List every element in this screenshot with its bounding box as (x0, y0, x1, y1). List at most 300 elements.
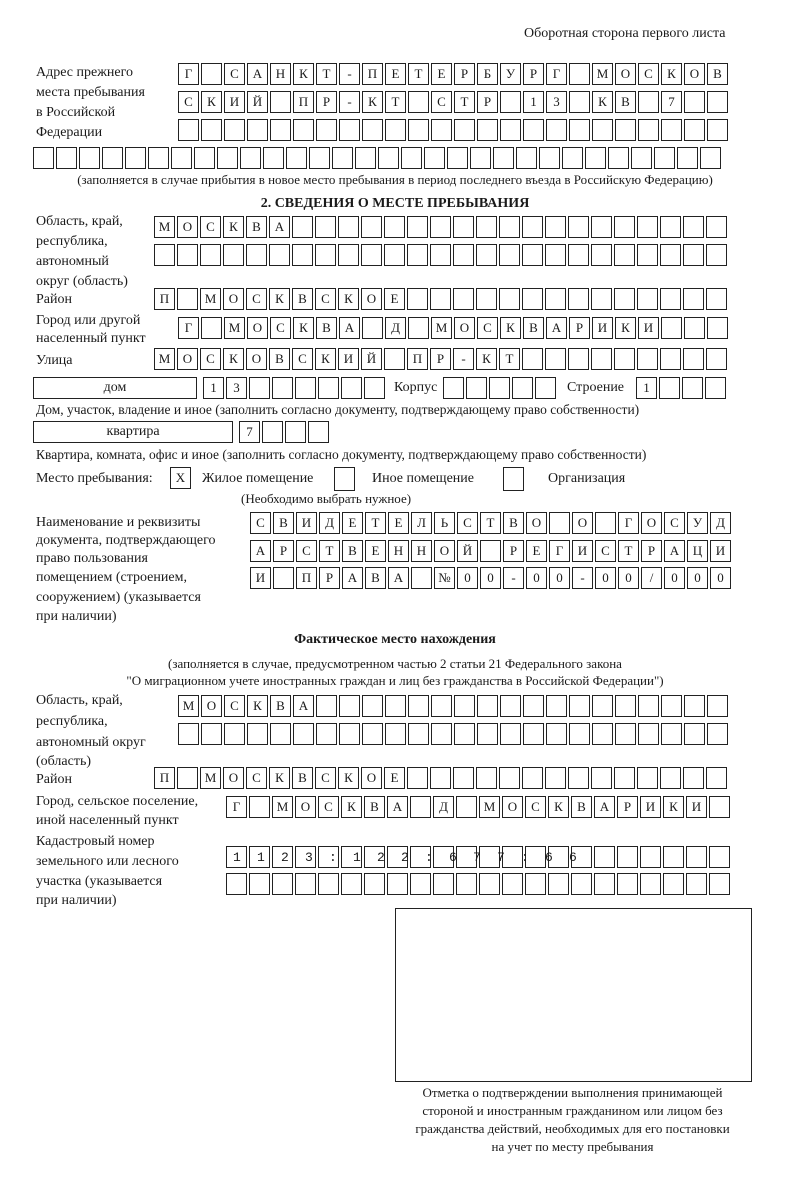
letter-box[interactable]: - (339, 63, 360, 85)
letter-box[interactable] (318, 873, 339, 895)
letter-box[interactable] (293, 723, 314, 745)
letter-box[interactable] (706, 288, 727, 310)
letter-box[interactable] (316, 119, 337, 141)
letter-box[interactable]: 1 (203, 377, 224, 399)
letter-box[interactable]: А (247, 63, 268, 85)
letter-box[interactable] (476, 244, 497, 266)
letter-box[interactable] (272, 377, 293, 399)
letter-box[interactable] (684, 723, 705, 745)
letter-box[interactable]: К (269, 767, 290, 789)
letter-box[interactable]: В (269, 348, 290, 370)
letter-box[interactable]: О (247, 317, 268, 339)
letter-box[interactable]: М (154, 348, 175, 370)
letter-box[interactable]: Е (365, 540, 386, 562)
letter-box[interactable]: П (293, 91, 314, 113)
letter-box[interactable] (568, 288, 589, 310)
letter-box[interactable]: Н (388, 540, 409, 562)
letter-box[interactable] (663, 873, 684, 895)
letter-box[interactable]: М (272, 796, 293, 818)
letter-box[interactable] (523, 695, 544, 717)
letter-box[interactable]: К (315, 348, 336, 370)
letter-box[interactable]: В (707, 63, 728, 85)
letter-box[interactable] (660, 244, 681, 266)
letter-box[interactable]: Е (342, 512, 363, 534)
letter-box[interactable] (569, 91, 590, 113)
actual-city-row[interactable] (226, 796, 732, 818)
letter-box[interactable] (355, 147, 376, 169)
letter-box[interactable] (548, 873, 569, 895)
letter-box[interactable]: Т (454, 91, 475, 113)
letter-box[interactable]: С (224, 63, 245, 85)
letter-box[interactable]: / (641, 567, 662, 589)
letter-box[interactable]: У (687, 512, 708, 534)
letter-box[interactable]: М (154, 216, 175, 238)
letter-box[interactable]: А (342, 567, 363, 589)
letter-box[interactable] (362, 695, 383, 717)
letter-box[interactable] (454, 119, 475, 141)
letter-box[interactable] (285, 421, 306, 443)
letter-box[interactable]: В (292, 288, 313, 310)
letter-box[interactable]: О (223, 288, 244, 310)
letter-box[interactable]: Д (319, 512, 340, 534)
letter-box[interactable] (339, 695, 360, 717)
apartment-number-row[interactable] (239, 421, 331, 443)
letter-box[interactable] (500, 695, 521, 717)
house-number-row[interactable] (203, 377, 387, 399)
letter-box[interactable] (684, 317, 705, 339)
letter-box[interactable]: С (638, 63, 659, 85)
letter-box[interactable] (637, 244, 658, 266)
letter-box[interactable] (407, 244, 428, 266)
letter-box[interactable] (408, 695, 429, 717)
letter-box[interactable]: С (315, 288, 336, 310)
letter-box[interactable] (502, 873, 523, 895)
letter-box[interactable] (201, 63, 222, 85)
letter-box[interactable] (546, 695, 567, 717)
letter-box[interactable]: С (246, 767, 267, 789)
letter-box[interactable] (661, 317, 682, 339)
letter-box[interactable] (224, 723, 245, 745)
letter-box[interactable] (200, 244, 221, 266)
letter-box[interactable]: И (224, 91, 245, 113)
street-row[interactable] (154, 348, 729, 370)
letter-box[interactable] (660, 288, 681, 310)
letter-box[interactable]: М (200, 288, 221, 310)
letter-box[interactable] (453, 216, 474, 238)
letter-box[interactable] (477, 723, 498, 745)
letter-box[interactable]: И (296, 512, 317, 534)
letter-box[interactable]: М (431, 317, 452, 339)
letter-box[interactable] (315, 216, 336, 238)
document-row[interactable] (250, 512, 733, 534)
letter-box[interactable]: 0 (710, 567, 731, 589)
letter-box[interactable] (453, 288, 474, 310)
letter-box[interactable] (148, 147, 169, 169)
letter-box[interactable] (362, 119, 383, 141)
letter-box[interactable]: Р (569, 317, 590, 339)
letter-box[interactable]: О (454, 317, 475, 339)
letter-box[interactable] (125, 147, 146, 169)
letter-box[interactable] (443, 377, 464, 399)
letter-box[interactable] (637, 288, 658, 310)
letter-box[interactable] (224, 119, 245, 141)
letter-box[interactable] (177, 244, 198, 266)
letter-box[interactable] (476, 216, 497, 238)
letter-box[interactable]: 0 (664, 567, 685, 589)
letter-box[interactable]: В (273, 512, 294, 534)
letter-box[interactable]: К (661, 63, 682, 85)
letter-box[interactable] (177, 767, 198, 789)
letter-box[interactable] (562, 147, 583, 169)
letter-box[interactable] (410, 873, 431, 895)
letter-box[interactable]: Р (454, 63, 475, 85)
letter-box[interactable] (614, 216, 635, 238)
letter-box[interactable]: С (250, 512, 271, 534)
letter-box[interactable] (454, 723, 475, 745)
letter-box[interactable]: Д (433, 796, 454, 818)
letter-box[interactable]: И (250, 567, 271, 589)
letter-box[interactable] (201, 317, 222, 339)
letter-box[interactable] (339, 723, 360, 745)
letter-box[interactable] (522, 288, 543, 310)
letter-box[interactable]: К (663, 796, 684, 818)
letter-box[interactable] (79, 147, 100, 169)
letter-box[interactable]: С (270, 317, 291, 339)
letter-box[interactable]: Р (523, 63, 544, 85)
letter-box[interactable] (661, 695, 682, 717)
letter-box[interactable] (401, 147, 422, 169)
letter-box[interactable] (240, 147, 261, 169)
letter-box[interactable] (194, 147, 215, 169)
letter-box[interactable]: О (201, 695, 222, 717)
letter-box[interactable] (489, 377, 510, 399)
letter-box[interactable]: О (223, 767, 244, 789)
letter-box[interactable] (638, 723, 659, 745)
letter-box[interactable]: О (246, 348, 267, 370)
letter-box[interactable] (499, 767, 520, 789)
letter-box[interactable]: С (200, 216, 221, 238)
letter-box[interactable]: Б (477, 63, 498, 85)
letter-box[interactable] (223, 244, 244, 266)
letter-box[interactable]: Г (549, 540, 570, 562)
option-residential-checkbox[interactable]: X (170, 467, 191, 489)
letter-box[interactable]: Д (385, 317, 406, 339)
letter-box[interactable] (592, 695, 613, 717)
letter-box[interactable] (659, 377, 680, 399)
letter-box[interactable] (686, 873, 707, 895)
letter-box[interactable] (456, 796, 477, 818)
letter-box[interactable] (568, 244, 589, 266)
letter-box[interactable] (569, 695, 590, 717)
letter-box[interactable]: О (177, 216, 198, 238)
letter-box[interactable] (318, 377, 339, 399)
letter-box[interactable] (571, 873, 592, 895)
letter-box[interactable]: Г (226, 796, 247, 818)
letter-box[interactable] (546, 723, 567, 745)
letter-box[interactable] (592, 723, 613, 745)
letter-box[interactable]: И (640, 796, 661, 818)
letter-box[interactable] (178, 723, 199, 745)
letter-box[interactable] (339, 119, 360, 141)
letter-box[interactable]: К (338, 288, 359, 310)
letter-box[interactable] (364, 377, 385, 399)
letter-box[interactable] (595, 512, 616, 534)
letter-box[interactable]: С (457, 512, 478, 534)
letter-box[interactable] (424, 147, 445, 169)
letter-box[interactable] (500, 723, 521, 745)
letter-box[interactable]: Д (710, 512, 731, 534)
letter-box[interactable]: О (434, 540, 455, 562)
letter-box[interactable] (431, 695, 452, 717)
letter-box[interactable] (431, 119, 452, 141)
letter-box[interactable]: 0 (526, 567, 547, 589)
letter-box[interactable] (545, 216, 566, 238)
letter-box[interactable] (411, 567, 432, 589)
letter-box[interactable]: С (477, 317, 498, 339)
letter-box[interactable] (617, 873, 638, 895)
letter-box[interactable] (499, 244, 520, 266)
letter-box[interactable] (568, 348, 589, 370)
letter-box[interactable] (247, 119, 268, 141)
letter-box[interactable]: С (664, 512, 685, 534)
letter-box[interactable]: О (502, 796, 523, 818)
letter-box[interactable] (201, 119, 222, 141)
letter-box[interactable] (591, 216, 612, 238)
letter-box[interactable] (249, 796, 270, 818)
letter-box[interactable]: С (595, 540, 616, 562)
letter-box[interactable]: К (247, 695, 268, 717)
building-row[interactable] (636, 377, 728, 399)
letter-box[interactable]: А (339, 317, 360, 339)
letter-box[interactable] (154, 244, 175, 266)
letter-box[interactable] (546, 119, 567, 141)
letter-box[interactable] (640, 873, 661, 895)
letter-box[interactable]: - (503, 567, 524, 589)
letter-box[interactable]: В (270, 695, 291, 717)
letter-box[interactable]: К (201, 91, 222, 113)
letter-box[interactable] (615, 695, 636, 717)
letter-box[interactable] (677, 147, 698, 169)
letter-box[interactable]: - (572, 567, 593, 589)
letter-box[interactable]: 7 (239, 421, 260, 443)
letter-box[interactable] (249, 873, 270, 895)
letter-box[interactable] (407, 767, 428, 789)
letter-box[interactable]: Р (503, 540, 524, 562)
letter-box[interactable]: 0 (687, 567, 708, 589)
letter-box[interactable] (433, 873, 454, 895)
region-row[interactable] (154, 216, 729, 238)
letter-box[interactable] (608, 147, 629, 169)
letter-box[interactable]: В (523, 317, 544, 339)
letter-box[interactable]: Е (431, 63, 452, 85)
letter-box[interactable]: Й (247, 91, 268, 113)
letter-box[interactable]: И (710, 540, 731, 562)
letter-box[interactable]: В (365, 567, 386, 589)
letter-box[interactable]: О (641, 512, 662, 534)
letter-box[interactable]: К (362, 91, 383, 113)
letter-box[interactable] (466, 377, 487, 399)
letter-box[interactable] (516, 147, 537, 169)
letter-box[interactable] (700, 147, 721, 169)
letter-box[interactable] (682, 377, 703, 399)
letter-box[interactable]: Г (178, 317, 199, 339)
letter-box[interactable]: С (296, 540, 317, 562)
letter-box[interactable] (707, 695, 728, 717)
letter-box[interactable]: О (572, 512, 593, 534)
letter-box[interactable] (614, 288, 635, 310)
letter-box[interactable] (316, 695, 337, 717)
letter-box[interactable] (591, 767, 612, 789)
letter-box[interactable] (545, 244, 566, 266)
letter-box[interactable] (361, 216, 382, 238)
letter-box[interactable] (454, 695, 475, 717)
letter-box[interactable] (523, 119, 544, 141)
letter-box[interactable]: И (338, 348, 359, 370)
letter-box[interactable] (385, 723, 406, 745)
letter-box[interactable]: 1 (523, 91, 544, 113)
letter-box[interactable]: Е (384, 288, 405, 310)
letter-box[interactable] (568, 216, 589, 238)
letter-box[interactable] (569, 723, 590, 745)
letter-box[interactable] (407, 288, 428, 310)
letter-box[interactable] (364, 873, 385, 895)
letter-box[interactable] (385, 695, 406, 717)
letter-box[interactable] (638, 695, 659, 717)
letter-box[interactable] (361, 244, 382, 266)
letter-box[interactable] (706, 348, 727, 370)
letter-box[interactable] (500, 91, 521, 113)
letter-box[interactable] (453, 767, 474, 789)
letter-box[interactable] (592, 119, 613, 141)
letter-box[interactable] (585, 147, 606, 169)
letter-box[interactable]: В (342, 540, 363, 562)
letter-box[interactable] (591, 348, 612, 370)
letter-box[interactable]: 0 (595, 567, 616, 589)
prev-address-row[interactable] (178, 119, 730, 141)
letter-box[interactable] (535, 377, 556, 399)
letter-box[interactable]: А (250, 540, 271, 562)
letter-box[interactable] (707, 317, 728, 339)
letter-box[interactable] (410, 796, 431, 818)
letter-box[interactable] (456, 873, 477, 895)
letter-box[interactable]: А (387, 796, 408, 818)
actual-district-row[interactable] (154, 767, 729, 789)
apartment-type-field[interactable]: квартира (33, 421, 233, 443)
letter-box[interactable] (273, 567, 294, 589)
letter-box[interactable] (591, 288, 612, 310)
letter-box[interactable] (512, 377, 533, 399)
actual-region-row[interactable] (178, 695, 730, 717)
letter-box[interactable]: Р (477, 91, 498, 113)
letter-box[interactable] (430, 216, 451, 238)
letter-box[interactable] (709, 796, 730, 818)
letter-box[interactable] (525, 873, 546, 895)
letter-box[interactable] (706, 767, 727, 789)
letter-box[interactable]: П (362, 63, 383, 85)
letter-box[interactable] (614, 244, 635, 266)
letter-box[interactable] (499, 216, 520, 238)
letter-box[interactable]: С (431, 91, 452, 113)
letter-box[interactable] (269, 244, 290, 266)
letter-box[interactable]: К (476, 348, 497, 370)
prev-address-row[interactable] (178, 91, 730, 113)
letter-box[interactable] (523, 723, 544, 745)
letter-box[interactable] (683, 288, 704, 310)
letter-box[interactable]: Р (430, 348, 451, 370)
letter-box[interactable]: Е (388, 512, 409, 534)
korpus-row[interactable] (443, 377, 558, 399)
letter-box[interactable]: С (318, 796, 339, 818)
letter-box[interactable] (226, 873, 247, 895)
letter-box[interactable] (33, 147, 54, 169)
letter-box[interactable] (378, 147, 399, 169)
letter-box[interactable]: Р (641, 540, 662, 562)
letter-box[interactable] (706, 216, 727, 238)
document-row[interactable] (250, 567, 733, 589)
letter-box[interactable]: А (269, 216, 290, 238)
letter-box[interactable] (476, 288, 497, 310)
region-row[interactable] (154, 244, 729, 266)
letter-box[interactable] (569, 63, 590, 85)
letter-box[interactable] (453, 244, 474, 266)
letter-box[interactable] (430, 767, 451, 789)
option-other-checkbox[interactable] (334, 467, 355, 491)
letter-box[interactable] (654, 147, 675, 169)
letter-box[interactable] (614, 767, 635, 789)
letter-box[interactable]: 0 (549, 567, 570, 589)
letter-box[interactable]: М (200, 767, 221, 789)
letter-box[interactable] (539, 147, 560, 169)
letter-box[interactable] (569, 119, 590, 141)
letter-box[interactable] (430, 244, 451, 266)
letter-box[interactable] (293, 119, 314, 141)
letter-box[interactable]: Л (411, 512, 432, 534)
letter-box[interactable] (316, 723, 337, 745)
letter-box[interactable]: В (571, 796, 592, 818)
letter-box[interactable]: О (615, 63, 636, 85)
letter-box[interactable] (177, 288, 198, 310)
letter-box[interactable]: Т (319, 540, 340, 562)
letter-box[interactable] (408, 723, 429, 745)
letter-box[interactable] (660, 216, 681, 238)
letter-box[interactable] (637, 767, 658, 789)
letter-box[interactable]: А (664, 540, 685, 562)
letter-box[interactable] (385, 119, 406, 141)
letter-box[interactable] (286, 147, 307, 169)
letter-box[interactable]: В (292, 767, 313, 789)
letter-box[interactable] (522, 216, 543, 238)
letter-box[interactable] (309, 147, 330, 169)
letter-box[interactable]: С (525, 796, 546, 818)
letter-box[interactable] (384, 348, 405, 370)
letter-box[interactable]: 3 (546, 91, 567, 113)
letter-box[interactable]: Р (617, 796, 638, 818)
letter-box[interactable] (384, 216, 405, 238)
letter-box[interactable]: И (572, 540, 593, 562)
letter-box[interactable] (493, 147, 514, 169)
letter-box[interactable]: Ц (687, 540, 708, 562)
letter-box[interactable] (263, 147, 284, 169)
letter-box[interactable]: В (246, 216, 267, 238)
letter-box[interactable] (522, 244, 543, 266)
letter-box[interactable]: К (223, 216, 244, 238)
letter-box[interactable]: Ь (434, 512, 455, 534)
letter-box[interactable] (661, 119, 682, 141)
letter-box[interactable]: Т (480, 512, 501, 534)
letter-box[interactable]: Й (361, 348, 382, 370)
letter-box[interactable]: В (503, 512, 524, 534)
letter-box[interactable]: С (246, 288, 267, 310)
